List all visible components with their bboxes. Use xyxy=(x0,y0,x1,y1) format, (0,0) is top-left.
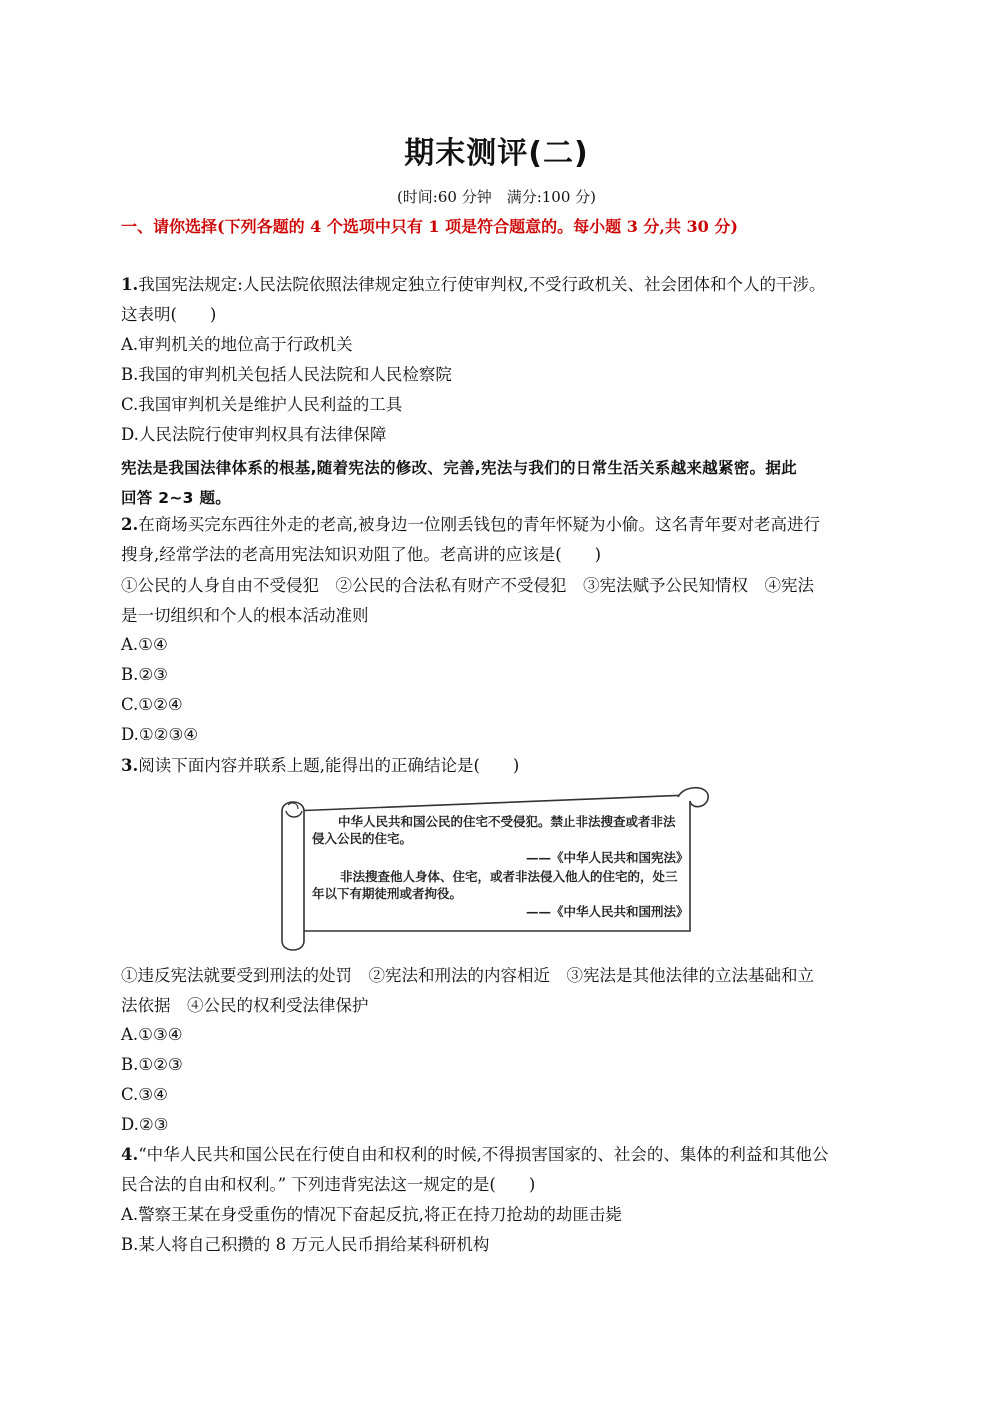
criminal-law-quote-line1: 非法搜查他人身体、住宅，或者非法侵入他人的住宅的，处三 xyxy=(340,869,678,884)
q2-stem-text: 在商场买完东西往外走的老高,被身边一位刚丢钱包的青年怀疑为小偷。这名青年要对老高进行 xyxy=(138,515,820,534)
criminal-law-source: ——《中华人民共和国刑法》 xyxy=(526,904,689,919)
constitution-quote-line2: 侵入公民的住宅。 xyxy=(312,831,413,846)
q2-option-b: B.②③ xyxy=(121,665,168,684)
q3-stem-text: 阅读下面内容并联系上题,能得出的正确结论是( ) xyxy=(138,756,520,775)
q3-option-d: D.②③ xyxy=(121,1115,169,1134)
q2-stem-line2: 搜身,经常学法的老高用宪法知识劝阻了他。老高讲的应该是( ) xyxy=(121,545,602,564)
q4-stem-line2: 民合法的自由和权利。” 下列违背宪法这一规定的是( ) xyxy=(121,1175,536,1194)
page-title: 期末测评(二) xyxy=(404,136,589,171)
q2-stem-line1 xyxy=(121,514,820,536)
material-note-line2: 回答 2~3 题。 xyxy=(121,489,232,507)
q3-option-a: A.①③④ xyxy=(121,1025,183,1044)
q2-option-c: C.①②④ xyxy=(121,695,183,714)
q3-statements-line1: ①违反宪法就要受到刑法的处罚 ②宪法和刑法的内容相近 ③宪法是其他法律的立法基础和立 xyxy=(121,966,814,985)
q1-stem-line2: 这表明( ) xyxy=(121,305,217,324)
q2-statements-line1: ①公民的人身自由不受侵犯 ②公民的合法私有财产不受侵犯 ③宪法赋予公民知情权 ④宪法 xyxy=(121,576,814,595)
material-note-line1: 宪法是我国法律体系的根基,随着宪法的修改、完善,宪法与我们的日常生活关系越来越紧密。据此 xyxy=(121,459,797,477)
q2-option-a: A.①④ xyxy=(121,635,168,654)
q3-option-b: B.①②③ xyxy=(121,1055,183,1074)
q4-option-a: A.警察王某在身受重伤的情况下奋起反抗,将正在持刀抢劫的劫匪击毙 xyxy=(121,1205,622,1224)
q4-number: 4. xyxy=(121,1145,139,1164)
q1-option-a: A.审判机关的地位高于行政机关 xyxy=(121,335,353,354)
q2-option-d: D.①②③④ xyxy=(121,725,199,744)
constitution-quote-line1: 中华人民共和国公民的住宅不受侵犯。禁止非法搜查或者非法 xyxy=(338,814,676,829)
q1-stem-text: 我国宪法规定:人民法院依照法律规定独立行使审判权,不受行政机关、社会团体和个人的干涉。 xyxy=(138,275,826,294)
q4-option-b: B.某人将自己积攒的 8 万元人民币捐给某科研机构 xyxy=(121,1235,490,1254)
q1-number: 1. xyxy=(121,275,139,294)
q1-option-d: D.人民法院行使审判权具有法律保障 xyxy=(121,425,387,444)
q3-statements-line2: 法依据 ④公民的权利受法律保护 xyxy=(121,996,369,1015)
q3-number: 3. xyxy=(121,756,139,775)
q1-stem-line1 xyxy=(121,274,826,296)
section-heading-choice: 一、请你选择(下列各题的 4 个选项中只有 1 项是符合题意的。每小题 3 分,共 30 分) xyxy=(121,217,738,236)
q1-option-c: C.我国审判机关是维护人民利益的工具 xyxy=(121,395,403,414)
constitution-source: ——《中华人民共和国宪法》 xyxy=(526,850,689,865)
exam-info: (时间:60 分钟 满分:100 分) xyxy=(396,188,597,206)
q2-statements-line2: 是一切组织和个人的根本活动准则 xyxy=(121,606,369,625)
criminal-law-quote-line2: 年以下有期徒刑或者拘役。 xyxy=(312,886,463,901)
q2-number: 2. xyxy=(121,515,139,534)
q4-stem-text: “中华人民共和国公民在行使自由和权利的时候,不得损害国家的、社会的、集体的利益和其他公 xyxy=(138,1145,829,1164)
q4-stem-line1 xyxy=(121,1144,828,1166)
q3-stem xyxy=(121,755,519,777)
q1-option-b: B.我国的审判机关包括人民法院和人民检察院 xyxy=(121,365,452,384)
law-scroll-figure xyxy=(278,781,714,953)
q3-option-c: C.③④ xyxy=(121,1085,168,1104)
